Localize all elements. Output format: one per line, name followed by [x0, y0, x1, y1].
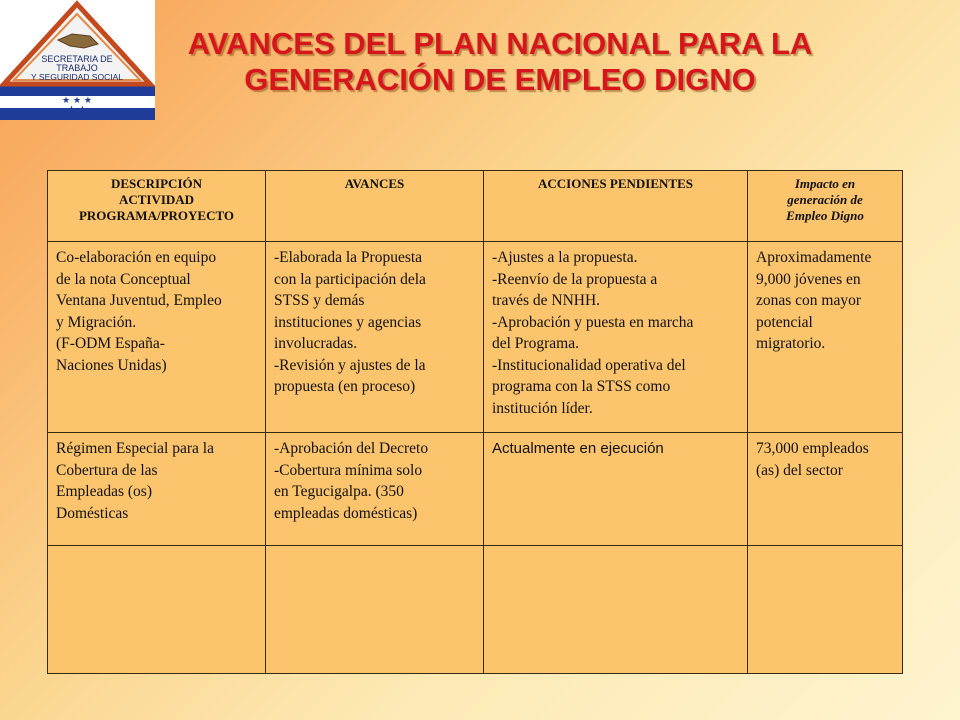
title-line-2: GENERACIÓN DE EMPLEO DIGNO: [244, 62, 756, 97]
cell-acciones-pendientes: Actualmente en ejecución: [484, 433, 748, 546]
table-header-row: [48, 171, 903, 242]
cell-avances: -Elaborada la Propuesta con la participación dela STSS y demás instituciones y agencias involucradas. -Revisión y ajustes de la propuesta (en proceso): [266, 242, 484, 433]
stss-logo-graphic: [0, 0, 155, 120]
table-row: [48, 433, 903, 546]
cell-acciones-pendientes: -Ajustes a la propuesta. -Reenvío de la propuesta a través de NNHH. -Aprobación y puesta en marcha del Programa. -Institucionalidad operativa del programa con la STSS como institución líder.: [484, 242, 748, 433]
header-description: DESCRIPCIÓN ACTIVIDAD PROGRAMA/PROYECTO: [48, 171, 266, 242]
cell-empty: [266, 546, 484, 674]
cell-description: Co-elaboración en equipo de la nota Conceptual Ventana Juventud, Empleo y Migración. (F-ODM España- Naciones Unidas): [48, 242, 266, 433]
slide-title: [160, 26, 840, 98]
table-row: [48, 242, 903, 433]
cell-description: Régimen Especial para la Cobertura de las Empleadas (os) Domésticas: [48, 433, 266, 546]
cell-empty: [48, 546, 266, 674]
svg-text:★ ★: ★ ★: [67, 105, 87, 115]
title-line-1: AVANCES DEL PLAN NACIONAL PARA LA: [187, 26, 813, 61]
svg-text:SECRETARIA DE: SECRETARIA DE: [41, 54, 113, 64]
stss-logo: [0, 0, 155, 120]
cell-impacto: Aproximadamente 9,000 jóvenes en zonas con mayor potencial migratorio.: [748, 242, 903, 433]
svg-text:★ ★ ★: ★ ★ ★: [62, 96, 92, 106]
cell-empty: [748, 546, 903, 674]
cell-empty: [484, 546, 748, 674]
svg-text:Y SEGURIDAD SOCIAL: Y SEGURIDAD SOCIAL: [31, 72, 123, 82]
svg-text:TRABAJO: TRABAJO: [56, 63, 98, 73]
header-acciones-pendientes: ACCIONES PENDIENTES: [484, 171, 748, 242]
cell-avances: -Aprobación del Decreto -Cobertura mínima solo en Tegucigalpa. (350 empleadas domésticas): [266, 433, 484, 546]
table-row-empty: [48, 546, 903, 674]
progress-table: [47, 170, 903, 674]
header-impacto: Impacto en generación de Empleo Digno: [748, 171, 903, 242]
cell-impacto: 73,000 empleados (as) del sector: [748, 433, 903, 546]
header-avances: AVANCES: [266, 171, 484, 242]
